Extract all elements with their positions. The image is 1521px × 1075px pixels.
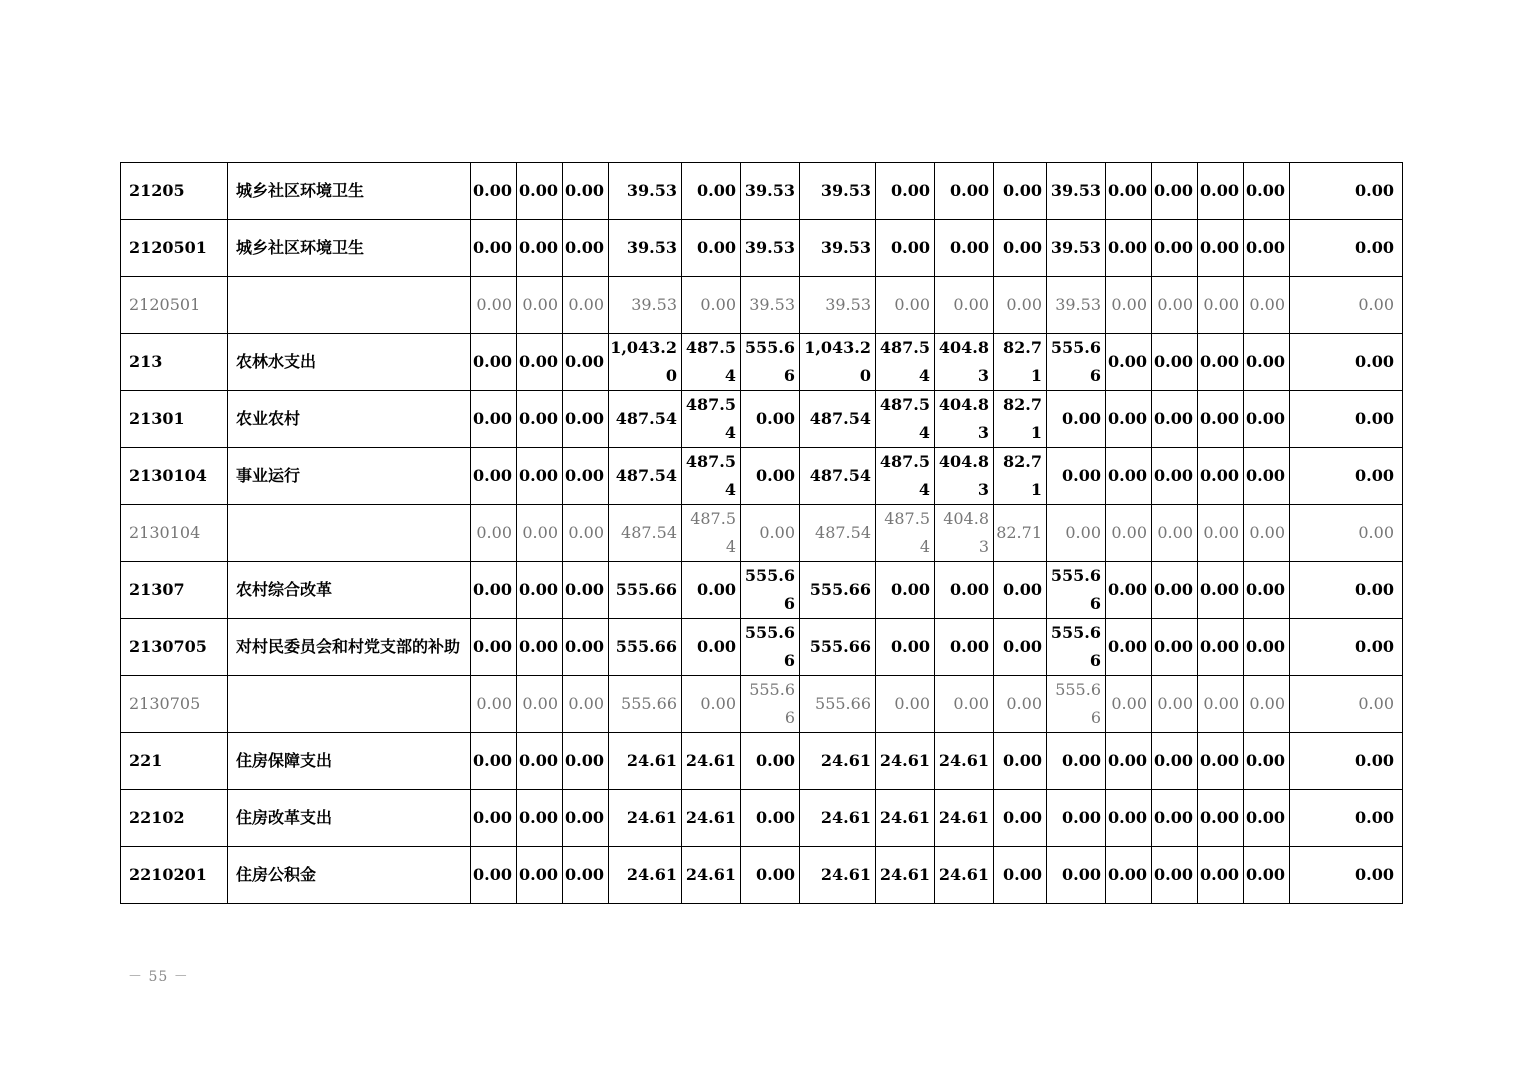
row-name: 城乡社区环境卫生 [228,220,471,277]
value-cell: 0.00 [994,733,1047,790]
value-cell: 0.00 [935,163,994,220]
value-cell: 0.00 [994,847,1047,904]
value-cell: 487.54 [682,448,741,505]
row-name [228,277,471,334]
value-cell: 0.00 [1290,163,1403,220]
value-cell: 0.00 [471,277,517,334]
value-cell: 24.61 [800,847,876,904]
value-cell: 24.61 [876,790,935,847]
value-cell: 0.00 [563,277,609,334]
value-cell: 0.00 [1106,334,1152,391]
row-code: 2130104 [121,505,228,562]
table-row [121,676,1403,733]
value-cell: 0.00 [1152,676,1198,733]
value-cell: 0.00 [517,277,563,334]
value-cell: 0.00 [1198,220,1244,277]
table-row [121,733,1403,790]
row-name: 住房公积金 [228,847,471,904]
value-cell: 0.00 [471,220,517,277]
row-code: 22102 [121,790,228,847]
value-cell: 555.66 [741,334,800,391]
row-name: 农林水支出 [228,334,471,391]
value-cell: 0.00 [1152,220,1198,277]
value-cell: 487.54 [682,391,741,448]
value-cell: 39.53 [609,277,682,334]
value-cell: 0.00 [935,676,994,733]
value-cell: 0.00 [471,676,517,733]
table-row [121,619,1403,676]
value-cell: 0.00 [1198,847,1244,904]
value-cell: 0.00 [994,676,1047,733]
budget-table [120,162,1403,904]
value-cell: 0.00 [1106,277,1152,334]
value-cell: 0.00 [1290,334,1403,391]
value-cell: 0.00 [1244,163,1290,220]
value-cell: 0.00 [1152,619,1198,676]
value-cell: 0.00 [994,163,1047,220]
value-cell: 0.00 [994,562,1047,619]
value-cell: 24.61 [682,733,741,790]
value-cell: 0.00 [1290,220,1403,277]
value-cell: 0.00 [563,505,609,562]
value-cell: 404.83 [935,391,994,448]
value-cell: 0.00 [935,277,994,334]
value-cell: 24.61 [800,733,876,790]
value-cell: 24.61 [800,790,876,847]
value-cell: 0.00 [563,562,609,619]
value-cell: 0.00 [1244,676,1290,733]
value-cell: 0.00 [1244,562,1290,619]
value-cell: 487.54 [876,505,935,562]
value-cell: 555.66 [1047,334,1106,391]
value-cell: 82.71 [994,448,1047,505]
row-code: 2210201 [121,847,228,904]
value-cell: 0.00 [741,391,800,448]
value-cell: 0.00 [1244,790,1290,847]
value-cell: 0.00 [1106,790,1152,847]
value-cell: 0.00 [471,505,517,562]
value-cell: 0.00 [1290,676,1403,733]
value-cell: 0.00 [471,733,517,790]
value-cell: 0.00 [1152,391,1198,448]
value-cell: 0.00 [1198,391,1244,448]
table-body [121,163,1403,904]
value-cell: 555.66 [800,676,876,733]
value-cell: 0.00 [471,334,517,391]
value-cell: 0.00 [517,334,563,391]
value-cell: 24.61 [682,790,741,847]
value-cell: 0.00 [1290,448,1403,505]
value-cell: 0.00 [1152,334,1198,391]
value-cell: 0.00 [1047,391,1106,448]
table-row [121,220,1403,277]
value-cell: 0.00 [563,847,609,904]
value-cell: 24.61 [876,847,935,904]
value-cell: 0.00 [517,220,563,277]
value-cell: 0.00 [1290,619,1403,676]
row-name: 城乡社区环境卫生 [228,163,471,220]
row-code: 213 [121,334,228,391]
value-cell: 0.00 [563,391,609,448]
value-cell: 0.00 [1152,790,1198,847]
value-cell: 0.00 [1047,733,1106,790]
value-cell: 0.00 [563,334,609,391]
value-cell: 0.00 [741,847,800,904]
value-cell: 555.66 [609,562,682,619]
value-cell: 0.00 [1198,733,1244,790]
value-cell: 0.00 [1106,733,1152,790]
value-cell: 0.00 [1244,334,1290,391]
row-name: 住房保障支出 [228,733,471,790]
value-cell: 0.00 [741,733,800,790]
value-cell: 0.00 [517,448,563,505]
value-cell: 0.00 [1244,391,1290,448]
value-cell: 0.00 [563,733,609,790]
value-cell: 487.54 [609,391,682,448]
value-cell: 0.00 [471,619,517,676]
value-cell: 0.00 [1152,733,1198,790]
value-cell: 0.00 [1047,448,1106,505]
value-cell: 24.61 [609,733,682,790]
value-cell: 0.00 [1244,220,1290,277]
page-number: － 55 － [128,969,189,985]
value-cell: 0.00 [876,676,935,733]
value-cell: 82.71 [994,391,1047,448]
value-cell: 0.00 [1244,277,1290,334]
value-cell: 0.00 [517,163,563,220]
value-cell: 0.00 [741,448,800,505]
value-cell: 487.54 [682,334,741,391]
value-cell: 0.00 [563,676,609,733]
value-cell: 0.00 [1106,676,1152,733]
value-cell: 0.00 [471,562,517,619]
value-cell: 555.66 [609,676,682,733]
value-cell: 0.00 [1047,505,1106,562]
value-cell: 0.00 [471,847,517,904]
value-cell: 0.00 [563,448,609,505]
value-cell: 0.00 [517,790,563,847]
value-cell: 0.00 [741,790,800,847]
value-cell: 0.00 [876,163,935,220]
value-cell: 0.00 [1106,220,1152,277]
table-row [121,847,1403,904]
value-cell: 0.00 [876,562,935,619]
row-code: 2130705 [121,619,228,676]
value-cell: 555.66 [741,562,800,619]
value-cell: 0.00 [741,505,800,562]
value-cell: 0.00 [1106,505,1152,562]
value-cell: 0.00 [517,505,563,562]
value-cell: 39.53 [741,163,800,220]
row-name: 住房改革支出 [228,790,471,847]
value-cell: 0.00 [471,163,517,220]
value-cell: 0.00 [1244,733,1290,790]
value-cell: 487.54 [609,448,682,505]
value-cell: 82.71 [994,505,1047,562]
value-cell: 0.00 [1152,505,1198,562]
value-cell: 487.54 [609,505,682,562]
value-cell: 1,043.20 [800,334,876,391]
value-cell: 0.00 [1244,619,1290,676]
value-cell: 0.00 [935,220,994,277]
value-cell: 404.83 [935,334,994,391]
value-cell: 487.54 [876,391,935,448]
value-cell: 39.53 [800,163,876,220]
value-cell: 39.53 [609,220,682,277]
value-cell: 0.00 [682,220,741,277]
table-row [121,277,1403,334]
value-cell: 555.66 [609,619,682,676]
value-cell: 0.00 [1290,733,1403,790]
row-name [228,676,471,733]
row-code: 2120501 [121,220,228,277]
value-cell: 39.53 [800,277,876,334]
value-cell: 0.00 [935,562,994,619]
value-cell: 24.61 [935,790,994,847]
value-cell: 0.00 [1244,505,1290,562]
row-code: 2120501 [121,277,228,334]
value-cell: 0.00 [1106,619,1152,676]
value-cell: 0.00 [1290,847,1403,904]
value-cell: 0.00 [563,220,609,277]
value-cell: 82.71 [994,334,1047,391]
row-name: 事业运行 [228,448,471,505]
value-cell: 0.00 [1198,619,1244,676]
value-cell: 24.61 [935,847,994,904]
value-cell: 487.54 [876,334,935,391]
value-cell: 24.61 [609,847,682,904]
value-cell: 24.61 [935,733,994,790]
value-cell: 0.00 [1198,334,1244,391]
row-code: 21307 [121,562,228,619]
value-cell: 0.00 [994,277,1047,334]
value-cell: 0.00 [1244,847,1290,904]
value-cell: 0.00 [682,619,741,676]
value-cell: 0.00 [1152,448,1198,505]
value-cell: 0.00 [1198,277,1244,334]
value-cell: 555.66 [1047,562,1106,619]
value-cell: 0.00 [1152,847,1198,904]
value-cell: 0.00 [1106,448,1152,505]
row-name: 农业农村 [228,391,471,448]
value-cell: 487.54 [800,448,876,505]
value-cell: 487.54 [800,391,876,448]
value-cell: 39.53 [741,277,800,334]
table-row [121,334,1403,391]
value-cell: 0.00 [1198,790,1244,847]
row-code: 21301 [121,391,228,448]
value-cell: 0.00 [563,163,609,220]
value-cell: 555.66 [741,619,800,676]
value-cell: 0.00 [1152,562,1198,619]
value-cell: 0.00 [1290,277,1403,334]
value-cell: 0.00 [1244,448,1290,505]
value-cell: 0.00 [517,562,563,619]
value-cell: 404.83 [935,505,994,562]
value-cell: 0.00 [1198,163,1244,220]
value-cell: 0.00 [682,562,741,619]
value-cell: 0.00 [994,790,1047,847]
value-cell: 0.00 [563,790,609,847]
value-cell: 39.53 [741,220,800,277]
value-cell: 404.83 [935,448,994,505]
value-cell: 487.54 [876,448,935,505]
value-cell: 0.00 [563,619,609,676]
value-cell: 24.61 [876,733,935,790]
value-cell: 0.00 [1198,676,1244,733]
table-row [121,790,1403,847]
value-cell: 0.00 [1290,562,1403,619]
value-cell: 0.00 [1047,847,1106,904]
table-row [121,505,1403,562]
value-cell: 39.53 [1047,163,1106,220]
value-cell: 555.66 [800,619,876,676]
value-cell: 0.00 [876,619,935,676]
value-cell: 0.00 [517,847,563,904]
value-cell: 555.66 [1047,619,1106,676]
value-cell: 0.00 [935,619,994,676]
row-name: 对村民委员会和村党支部的补助 [228,619,471,676]
value-cell: 555.66 [1047,676,1106,733]
value-cell: 0.00 [1106,847,1152,904]
value-cell: 0.00 [876,277,935,334]
value-cell: 0.00 [1198,505,1244,562]
row-name: 农村综合改革 [228,562,471,619]
value-cell: 0.00 [1106,163,1152,220]
value-cell: 0.00 [1047,790,1106,847]
row-code: 221 [121,733,228,790]
value-cell: 0.00 [1290,391,1403,448]
value-cell: 0.00 [682,277,741,334]
value-cell: 0.00 [1290,505,1403,562]
table-row [121,562,1403,619]
value-cell: 39.53 [609,163,682,220]
value-cell: 0.00 [1198,562,1244,619]
value-cell: 0.00 [517,391,563,448]
value-cell: 0.00 [471,391,517,448]
row-code: 2130705 [121,676,228,733]
value-cell: 0.00 [517,619,563,676]
value-cell: 0.00 [876,220,935,277]
value-cell: 0.00 [517,676,563,733]
row-code: 2130104 [121,448,228,505]
table-row [121,163,1403,220]
value-cell: 24.61 [682,847,741,904]
value-cell: 0.00 [1152,277,1198,334]
value-cell: 24.61 [609,790,682,847]
value-cell: 0.00 [1152,163,1198,220]
table-row [121,448,1403,505]
value-cell: 0.00 [471,448,517,505]
value-cell: 0.00 [994,619,1047,676]
value-cell: 0.00 [682,676,741,733]
value-cell: 0.00 [994,220,1047,277]
value-cell: 0.00 [471,790,517,847]
value-cell: 0.00 [1290,790,1403,847]
value-cell: 487.54 [682,505,741,562]
row-name [228,505,471,562]
value-cell: 0.00 [682,163,741,220]
value-cell: 39.53 [800,220,876,277]
value-cell: 487.54 [800,505,876,562]
value-cell: 1,043.20 [609,334,682,391]
value-cell: 0.00 [517,733,563,790]
table-row [121,391,1403,448]
value-cell: 39.53 [1047,277,1106,334]
value-cell: 0.00 [1106,391,1152,448]
value-cell: 0.00 [1106,562,1152,619]
value-cell: 555.66 [741,676,800,733]
value-cell: 39.53 [1047,220,1106,277]
value-cell: 0.00 [1198,448,1244,505]
value-cell: 555.66 [800,562,876,619]
row-code: 21205 [121,163,228,220]
